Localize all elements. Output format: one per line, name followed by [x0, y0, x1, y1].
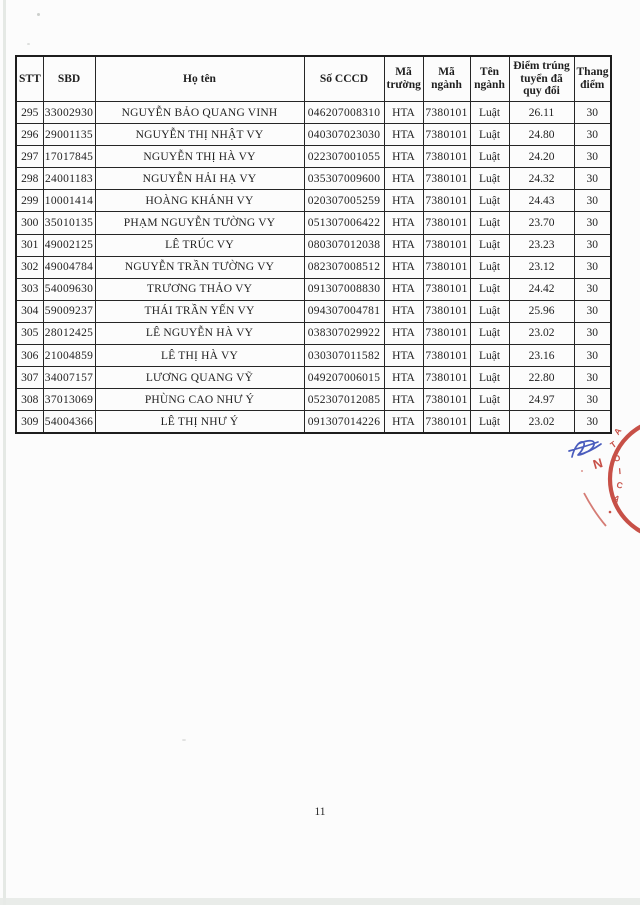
table-cell-cccd: 038307029922	[304, 322, 384, 344]
table-row	[16, 345, 611, 367]
table-cell-cccd: 080307012038	[304, 234, 384, 256]
table-cell-matruong: HTA	[384, 300, 423, 322]
table-cell-hoten: PHẠM NGUYỄN TƯỜNG VY	[95, 212, 304, 234]
table-row	[16, 278, 611, 300]
table-cell-sbd: 10001414	[43, 190, 95, 212]
table-cell-tennganh: Luật	[470, 190, 509, 212]
table-cell-manganh: 7380101	[423, 102, 470, 124]
table-cell-cccd: 091307008830	[304, 278, 384, 300]
table-cell-diem: 24.97	[509, 389, 574, 411]
stamp-letter: A	[611, 492, 622, 505]
table-cell-stt: 304	[16, 300, 43, 322]
table-cell-stt: 308	[16, 389, 43, 411]
table-cell-thang: 30	[574, 212, 611, 234]
table-cell-sbd: 49004784	[43, 256, 95, 278]
table-cell-manganh: 7380101	[423, 146, 470, 168]
table-cell-sbd: 49002125	[43, 234, 95, 256]
table-row	[16, 168, 611, 190]
table-cell-thang: 30	[574, 256, 611, 278]
table-cell-stt: 301	[16, 234, 43, 256]
table-cell-thang: 30	[574, 102, 611, 124]
table-cell-cccd: 046207008310	[304, 102, 384, 124]
table-cell-matruong: HTA	[384, 256, 423, 278]
table-cell-matruong: HTA	[384, 102, 423, 124]
table-cell-manganh: 7380101	[423, 345, 470, 367]
table-row	[16, 256, 611, 278]
table-cell-stt: 309	[16, 411, 43, 434]
table-cell-matruong: HTA	[384, 345, 423, 367]
table-cell-manganh: 7380101	[423, 322, 470, 344]
table-cell-tennganh: Luật	[470, 389, 509, 411]
table-cell-sbd: 37013069	[43, 389, 95, 411]
table-cell-tennganh: Luật	[470, 102, 509, 124]
table-cell-manganh: 7380101	[423, 212, 470, 234]
table-cell-manganh: 7380101	[423, 411, 470, 434]
table-row	[16, 411, 611, 434]
scan-speck	[182, 739, 186, 741]
table-cell-hoten: NGUYỄN TRẦN TƯỜNG VY	[95, 256, 304, 278]
table-row	[16, 300, 611, 322]
table-cell-stt: 302	[16, 256, 43, 278]
table-cell-hoten: NGUYỄN BẢO QUANG VINH	[95, 102, 304, 124]
table-cell-matruong: HTA	[384, 190, 423, 212]
table-cell-thang: 30	[574, 367, 611, 389]
table-cell-tennganh: Luật	[470, 234, 509, 256]
table-cell-stt: 296	[16, 124, 43, 146]
table-header	[16, 56, 611, 102]
table-cell-hoten: THÁI TRẦN YẾN VY	[95, 300, 304, 322]
table-cell-manganh: 7380101	[423, 367, 470, 389]
table-cell-matruong: HTA	[384, 234, 423, 256]
scan-edge-line	[3, 0, 6, 905]
table-cell-tennganh: Luật	[470, 256, 509, 278]
table-cell-sbd: 35010135	[43, 212, 95, 234]
table-cell-thang: 30	[574, 300, 611, 322]
table-cell-diem: 25.96	[509, 300, 574, 322]
table-row	[16, 102, 611, 124]
table-cell-thang: 30	[574, 146, 611, 168]
header-cccd: Số CCCD	[304, 56, 384, 102]
table-cell-thang: 30	[574, 278, 611, 300]
header-manganh: Mã ngành	[423, 56, 470, 102]
table-cell-hoten: LÊ NGUYỄN HÀ VY	[95, 322, 304, 344]
table-cell-matruong: HTA	[384, 367, 423, 389]
table-cell-tennganh: Luật	[470, 124, 509, 146]
table-cell-diem: 23.23	[509, 234, 574, 256]
table-cell-matruong: HTA	[384, 322, 423, 344]
table-header-row	[16, 56, 611, 102]
table-cell-manganh: 7380101	[423, 300, 470, 322]
table-row	[16, 190, 611, 212]
table-cell-cccd: 052307012085	[304, 389, 384, 411]
header-thang: Thang điểm	[574, 56, 611, 102]
table-row	[16, 389, 611, 411]
table-cell-tennganh: Luật	[470, 146, 509, 168]
table-row	[16, 124, 611, 146]
table-cell-stt: 307	[16, 367, 43, 389]
table-cell-manganh: 7380101	[423, 190, 470, 212]
table-cell-cccd: 030307011582	[304, 345, 384, 367]
table-cell-matruong: HTA	[384, 124, 423, 146]
table-cell-cccd: 051307006422	[304, 212, 384, 234]
table-cell-manganh: 7380101	[423, 278, 470, 300]
header-tennganh: Tên ngành	[470, 56, 509, 102]
table-cell-diem: 26.11	[509, 102, 574, 124]
table-row	[16, 212, 611, 234]
stamp-letter: C	[615, 479, 624, 491]
header-stt: STT	[16, 56, 43, 102]
table-cell-thang: 30	[574, 389, 611, 411]
table-cell-diem: 23.02	[509, 322, 574, 344]
table-cell-thang: 30	[574, 234, 611, 256]
table-cell-matruong: HTA	[384, 212, 423, 234]
table-cell-tennganh: Luật	[470, 345, 509, 367]
table-cell-tennganh: Luật	[470, 411, 509, 434]
table-row	[16, 367, 611, 389]
table-cell-diem: 23.70	[509, 212, 574, 234]
table-cell-hoten: LÊ THỊ NHƯ Ý	[95, 411, 304, 434]
table-cell-manganh: 7380101	[423, 124, 470, 146]
table-cell-stt: 298	[16, 168, 43, 190]
table-cell-matruong: HTA	[384, 146, 423, 168]
table-cell-thang: 30	[574, 124, 611, 146]
table-cell-manganh: 7380101	[423, 389, 470, 411]
table-cell-manganh: 7380101	[423, 234, 470, 256]
table-cell-matruong: HTA	[384, 278, 423, 300]
table-cell-diem: 23.12	[509, 256, 574, 278]
table-cell-sbd: 34007157	[43, 367, 95, 389]
table-cell-manganh: 7380101	[423, 168, 470, 190]
table-cell-hoten: LÊ THỊ HÀ VY	[95, 345, 304, 367]
table-cell-matruong: HTA	[384, 168, 423, 190]
table-cell-diem: 24.32	[509, 168, 574, 190]
table-cell-hoten: NGUYỄN THỊ NHẬT VY	[95, 124, 304, 146]
table-row	[16, 322, 611, 344]
table-cell-hoten: TRƯƠNG THẢO VY	[95, 278, 304, 300]
table-cell-sbd: 28012425	[43, 322, 95, 344]
table-cell-diem: 23.16	[509, 345, 574, 367]
table-cell-thang: 30	[574, 345, 611, 367]
table-cell-tennganh: Luật	[470, 367, 509, 389]
table-cell-sbd: 29001135	[43, 124, 95, 146]
page-number: 11	[314, 806, 326, 818]
table-cell-cccd: 020307005259	[304, 190, 384, 212]
stamp-letter: A	[611, 425, 624, 437]
table-cell-diem: 24.43	[509, 190, 574, 212]
table-cell-tennganh: Luật	[470, 212, 509, 234]
header-hoten: Họ tên	[95, 56, 304, 102]
official-stamp-icon	[581, 420, 640, 539]
table-cell-sbd: 21004859	[43, 345, 95, 367]
header-sbd: SBD	[43, 56, 95, 102]
table-cell-thang: 30	[574, 168, 611, 190]
stamp-letter: Ô	[612, 452, 622, 465]
table-cell-sbd: 33002930	[43, 102, 95, 124]
table-cell-hoten: LÊ TRÚC VY	[95, 234, 304, 256]
scan-speck	[27, 43, 30, 45]
table-cell-cccd: 022307001055	[304, 146, 384, 168]
table-cell-cccd: 049207006015	[304, 367, 384, 389]
table-cell-thang: 30	[574, 411, 611, 434]
table-cell-cccd: 035307009600	[304, 168, 384, 190]
table-cell-stt: 305	[16, 322, 43, 344]
table-body	[16, 102, 611, 434]
table-cell-stt: 297	[16, 146, 43, 168]
table-row	[16, 234, 611, 256]
table-cell-hoten: NGUYỄN HẢI HẠ VY	[95, 168, 304, 190]
table-cell-tennganh: Luật	[470, 300, 509, 322]
table-cell-diem: 24.80	[509, 124, 574, 146]
header-matruong: Mã trường	[384, 56, 423, 102]
annotation-layer	[550, 420, 640, 542]
table-row	[16, 146, 611, 168]
header-diem: Điểm trúng tuyển đã quy đổi	[509, 56, 574, 102]
table-cell-hoten: NGUYỄN THỊ HÀ VY	[95, 146, 304, 168]
table-cell-hoten: LƯƠNG QUANG VỸ	[95, 367, 304, 389]
table-cell-sbd: 59009237	[43, 300, 95, 322]
stamp-letter: I	[618, 465, 622, 477]
table-cell-diem: 24.42	[509, 278, 574, 300]
table-cell-stt: 303	[16, 278, 43, 300]
stamp-letter: T	[608, 438, 619, 451]
scan-bottom-shade	[0, 898, 640, 905]
table-cell-hoten: PHÙNG CAO NHƯ Ý	[95, 389, 304, 411]
table-cell-sbd: 54004366	[43, 411, 95, 434]
stamp-big-letter: N	[591, 455, 605, 473]
table-cell-cccd: 091307014226	[304, 411, 384, 434]
table-cell-stt: 306	[16, 345, 43, 367]
table-cell-tennganh: Luật	[470, 168, 509, 190]
table-cell-matruong: HTA	[384, 411, 423, 434]
table-cell-diem: 23.02	[509, 411, 574, 434]
table-cell-diem: 24.20	[509, 146, 574, 168]
table-cell-hoten: HOÀNG KHÁNH VY	[95, 190, 304, 212]
table-cell-tennganh: Luật	[470, 278, 509, 300]
results-table	[15, 55, 612, 434]
table-cell-cccd: 094307004781	[304, 300, 384, 322]
table-cell-tennganh: Luật	[470, 322, 509, 344]
signature	[569, 441, 601, 457]
table-cell-thang: 30	[574, 322, 611, 344]
table-cell-thang: 30	[574, 190, 611, 212]
table-cell-sbd: 17017845	[43, 146, 95, 168]
table-cell-sbd: 24001183	[43, 168, 95, 190]
table-cell-matruong: HTA	[384, 389, 423, 411]
table-cell-cccd: 040307023030	[304, 124, 384, 146]
table-cell-stt: 300	[16, 212, 43, 234]
table-cell-diem: 22.80	[509, 367, 574, 389]
table-cell-stt: 295	[16, 102, 43, 124]
table-cell-stt: 299	[16, 190, 43, 212]
table-cell-manganh: 7380101	[423, 256, 470, 278]
table-cell-sbd: 54009630	[43, 278, 95, 300]
scan-speck	[37, 13, 40, 16]
table-cell-cccd: 082307008512	[304, 256, 384, 278]
